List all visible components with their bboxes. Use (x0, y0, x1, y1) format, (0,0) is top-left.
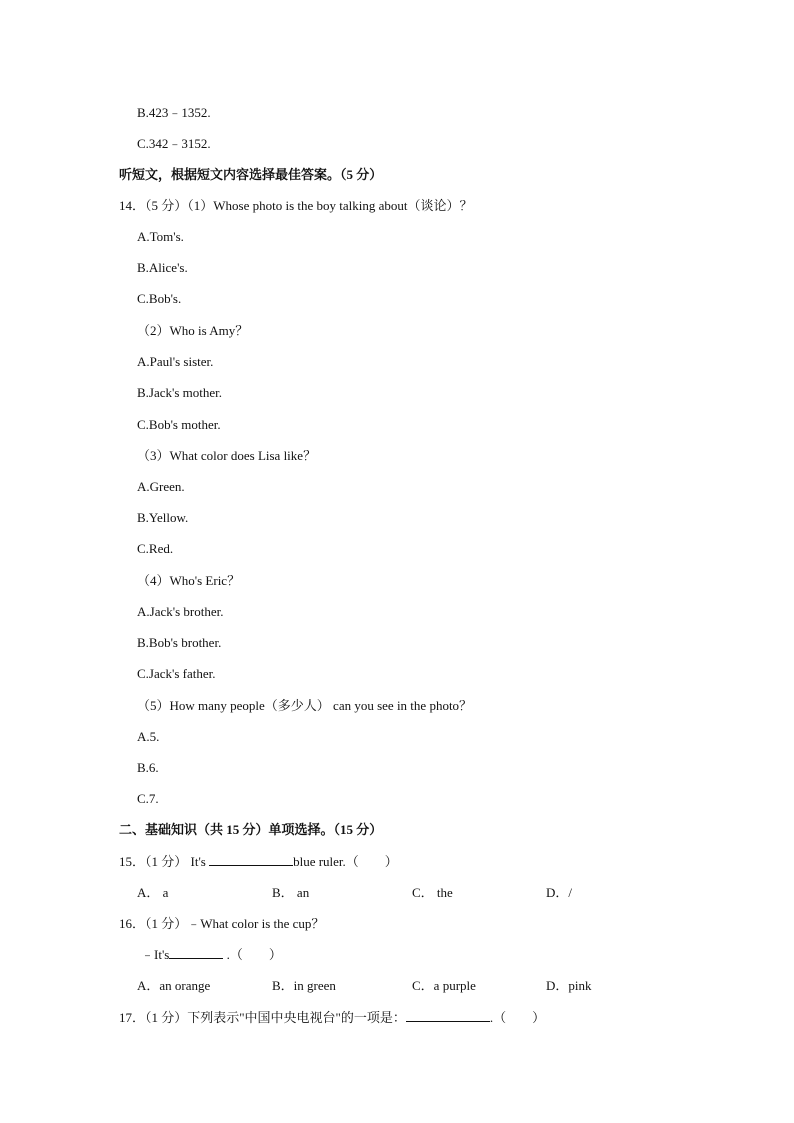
q14-1-option-b: B.Alice's. (137, 260, 188, 275)
q17-prefix: 17．（1 分）下列表示"中国中央电视台"的一项是： (119, 1010, 406, 1025)
q14-3-stem: （3）What color does Lisa like？ (137, 448, 317, 463)
q14-1-option-c: C.Bob's. (137, 291, 182, 306)
q14-2-option-c: C.Bob's mother. (137, 417, 221, 432)
q14-3-option-a: A.Green. (137, 479, 185, 494)
section-instruction: 听短文，根据短文内容选择最佳答案。（5 分） (119, 167, 383, 182)
q16-answer-suffix: .（ ） (226, 947, 282, 962)
section-heading-basic-knowledge: 二、基础知识（共 15 分）单项选择。（15 分） (119, 822, 383, 837)
question-14-stem: 14．（5 分）（1）Whose photo is the boy talking about（谈论）？ (119, 198, 473, 213)
q15-prefix: 15．（1 分） It's (119, 854, 206, 869)
q14-4-stem: （4）Who's Eric？ (137, 573, 241, 588)
q16-answer-prefix: ﹣It's (141, 947, 170, 962)
q14-5-option-a: A.5. (137, 729, 160, 744)
q14-3-option-c: C.Red. (137, 541, 174, 556)
question-15-stem (119, 853, 398, 871)
question-17-stem (119, 1009, 545, 1027)
q14-1-option-a: A.Tom's. (137, 229, 184, 244)
question-16-stem: 16．（1 分）﹣What color is the cup？ (119, 916, 325, 931)
q14-4-option-b: B.Bob's brother. (137, 635, 222, 650)
q14-5-option-c: C.7. (137, 791, 159, 806)
q16-option-c: C．a purple (412, 978, 476, 993)
option-b-text: B.423﹣1352. (137, 105, 211, 120)
option-c-text: C.342﹣3152. (137, 136, 211, 151)
q16-option-b: B．in green (272, 978, 336, 993)
q15-answer-blank (209, 853, 293, 866)
q15-option-d: D．/ (546, 885, 573, 900)
q14-2-stem: （2）Who is Amy？ (137, 323, 249, 338)
q14-4-option-c: C.Jack's father. (137, 666, 216, 681)
q14-4-option-a: A.Jack's brother. (137, 604, 224, 619)
q15-option-a: A． a (137, 885, 169, 900)
q16-answer-blank (169, 946, 223, 959)
q15-option-c: C． the (412, 885, 453, 900)
q17-suffix: .（ ） (489, 1010, 546, 1025)
q16-option-d: D．pink (546, 978, 592, 993)
q14-3-option-b: B.Yellow. (137, 510, 189, 525)
q15-option-b: B． an (272, 885, 310, 900)
q16-answer-line (141, 946, 282, 964)
q14-5-option-b: B.6. (137, 760, 159, 775)
q14-2-option-b: B.Jack's mother. (137, 385, 223, 400)
q17-answer-blank (406, 1009, 490, 1022)
q14-5-stem: （5）How many people（多少人） can you see in the photo？ (137, 698, 473, 713)
q15-suffix: blue ruler.（ ） (293, 854, 398, 869)
q14-2-option-a: A.Paul's sister. (137, 354, 214, 369)
q16-option-a: A．an orange (137, 978, 211, 993)
